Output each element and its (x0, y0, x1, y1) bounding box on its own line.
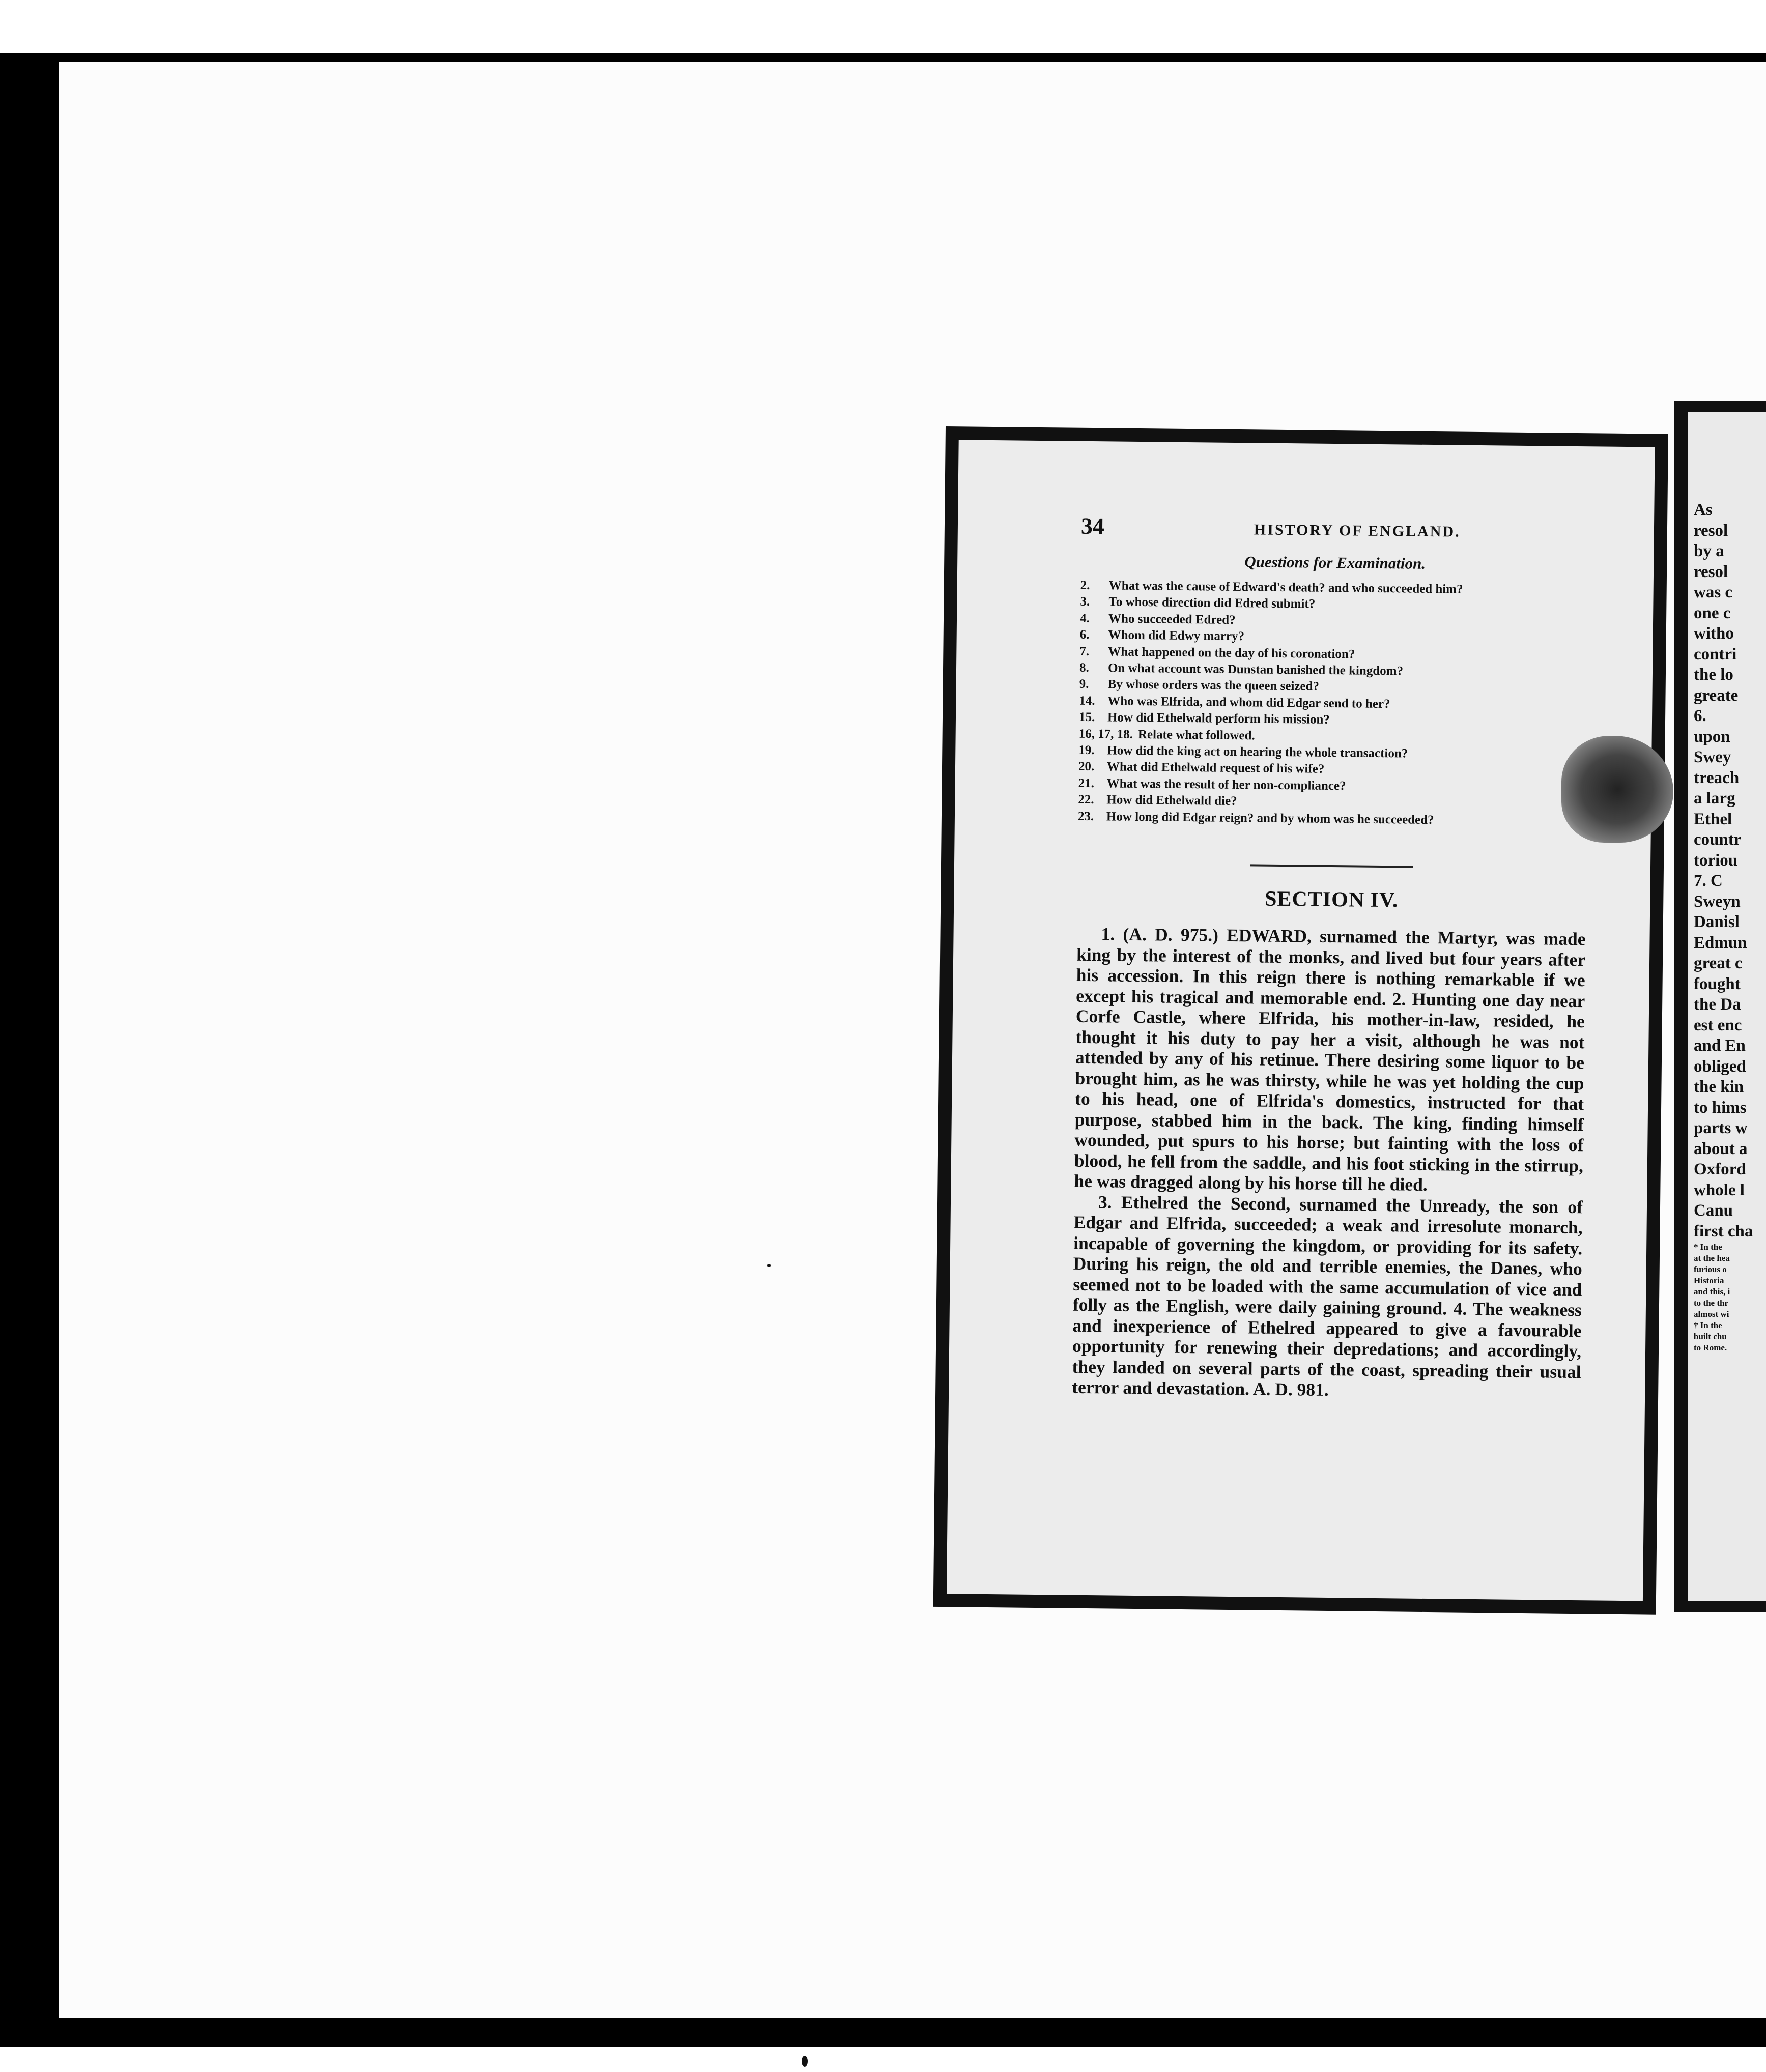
question-number: 20. (1078, 760, 1095, 774)
question-text: To whose direction did Edred submit? (1108, 595, 1316, 612)
section-divider (1250, 864, 1413, 868)
question-number: 23. (1077, 809, 1094, 823)
page-text (1072, 512, 1590, 1403)
left-page (933, 426, 1668, 1615)
facing-line: whole l (1694, 1181, 1745, 1199)
facing-page-fragment (1674, 401, 1766, 1612)
facing-line: Danisl (1694, 913, 1740, 931)
facing-footnote-line: to the thr (1694, 1298, 1728, 1308)
scan-top-margin (0, 0, 1766, 53)
facing-line: to hims (1694, 1098, 1747, 1117)
question-number: 7. (1079, 644, 1090, 658)
questions-heading: Questions for Examination. (1244, 553, 1426, 572)
facing-line: the kin (1694, 1078, 1744, 1096)
facing-line: and En (1694, 1037, 1746, 1055)
facing-footnote-line: and this, i (1694, 1287, 1730, 1297)
question-text: How did the king act on hearing the whole transaction? (1107, 743, 1408, 761)
question-text: How did Ethelwald die? (1106, 793, 1237, 809)
question-text: What was the cause of Edward's death? and who succeeded him? (1108, 579, 1463, 596)
page-number: 34 (1080, 512, 1105, 539)
facing-line: Ethel (1694, 810, 1732, 828)
question-number: 2. (1080, 578, 1090, 592)
question-text: What happened on the day of his coronation? (1108, 644, 1355, 661)
facing-line: fought (1694, 974, 1741, 993)
question-number: 14. (1079, 694, 1095, 708)
question-text: How did Ethelwald perform his mission? (1107, 710, 1330, 727)
question-number: 19. (1078, 743, 1095, 758)
facing-line: treach (1694, 768, 1740, 787)
facing-line: toriou (1694, 851, 1738, 870)
dust-speck (802, 2056, 808, 2067)
question-text: By whose orders was the queen seized? (1107, 677, 1320, 694)
question-number: 16, 17, 18. (1078, 727, 1133, 741)
facing-line: witho (1694, 624, 1734, 643)
facing-line: the Da (1694, 995, 1741, 1014)
open-book (946, 426, 1766, 1607)
facing-line: countr (1694, 830, 1742, 849)
facing-line: resol (1694, 562, 1728, 581)
facing-line: about a (1694, 1139, 1748, 1158)
question-text: Whom did Edwy marry? (1108, 628, 1245, 644)
section-paragraph: 3. Ethelred the Second, surnamed the Unready, the son of Edgar and Elfrida, succeeded; a weak and irresolute monarch, incapable of governing the kingdom, or providing for its safety. During his reign, the old and terrible enemies, the Danes, who seemed not to be loaded with the same accumulation of vice and folly as the English, were daily gaining ground. 4. The weakness and inexperience of Ethelred appeared to give a favourable opportunity for renewing their depredations; and accordingly, they landed on several parts of the coast, spreading their usual terror and devastation. A. D. 981. (1072, 1191, 1583, 1400)
question-text: What did Ethelwald request of his wife? (1106, 760, 1325, 776)
question-number: 8. (1079, 660, 1089, 675)
facing-footnote-line: to Rome. (1694, 1343, 1727, 1352)
facing-footnote-line: furious o (1694, 1264, 1727, 1274)
facing-line: obliged (1694, 1057, 1746, 1076)
facing-line: 6. (1694, 707, 1706, 725)
facing-line: 7. C (1694, 872, 1723, 890)
facing-line: a larg (1694, 789, 1735, 808)
facing-footnote-line: almost wi (1694, 1309, 1729, 1319)
facing-line: upon (1694, 727, 1730, 746)
facing-line: great c (1694, 954, 1743, 972)
facing-footnote-line: at the hea (1694, 1253, 1730, 1263)
section-heading: SECTION IV. (1264, 887, 1399, 912)
question-number: 3. (1080, 595, 1090, 609)
question-number: 21. (1078, 776, 1095, 790)
facing-footnote-line: † In the (1694, 1320, 1722, 1330)
facing-footnote-line: * In the (1694, 1242, 1722, 1252)
facing-line: As (1694, 501, 1713, 519)
facing-line: Swey (1694, 748, 1731, 766)
question-number: 22. (1078, 793, 1094, 807)
running-title: HISTORY OF ENGLAND. (1254, 521, 1461, 540)
facing-line: parts w (1694, 1119, 1748, 1137)
facing-line: contri (1694, 645, 1737, 664)
facing-line: Edmun (1694, 933, 1747, 952)
question-text: Who was Elfrida, and whom did Edgar send to her? (1107, 694, 1390, 711)
facing-line: Canu (1694, 1201, 1733, 1220)
question-text: Relate what followed. (1137, 727, 1255, 743)
facing-line: was c (1694, 583, 1733, 601)
question-text: How long did Edgar reign? and by whom was he succeeded? (1106, 810, 1434, 827)
facing-line: first cha (1694, 1222, 1753, 1241)
question-text: Who succeeded Edred? (1108, 612, 1236, 627)
facing-line: one c (1694, 603, 1731, 622)
dust-speck (767, 1264, 771, 1267)
facing-line: greate (1694, 686, 1739, 705)
facing-line: Oxford (1694, 1160, 1746, 1178)
question-number: 15. (1078, 710, 1095, 725)
facing-line: resol (1694, 521, 1728, 540)
facing-line: Sweyn (1694, 892, 1741, 911)
running-head (1081, 512, 1590, 548)
questions-list (1078, 578, 1589, 830)
facing-line: by a (1694, 542, 1724, 560)
facing-page-lines (1694, 500, 1753, 1242)
section-paragraph: 1. (A. D. 975.) EDWARD, surnamed the Martyr, was made king by the interest of the monks, and lived but four years after his accession. In this reign there is nothing remarkable if we except his tragical and memorable end. 2. Hunting one day near Corfe Castle, where Elfrida, his mother-in-law, resided, he thought it his duty to pay her a visit, although he was not attended by any of his retinue. There desiring some liquor to be brought him, as he was thirsty, while he was yet holding the cup to his head, one of Elfrida's domestics, instructed for that purpose, stabbed him in the back. The king, finding himself wounded, put spurs to his horse; but fainting with the loss of blood, he fell from the saddle, and his foot sticking in the stirrup, he was dragged along by his horse till he died. (1074, 924, 1586, 1195)
scan-bottom-margin (0, 2047, 1766, 2072)
question-number: 4. (1079, 611, 1090, 625)
question-text: On what account was Dunstan banished the kingdom? (1107, 661, 1404, 678)
facing-page-footnotes (1694, 1242, 1730, 1354)
question-text: What was the result of her non-compliance? (1106, 776, 1346, 793)
facing-line: est enc (1694, 1016, 1742, 1034)
question-number: 9. (1079, 677, 1089, 692)
question-number: 6. (1079, 628, 1090, 642)
facing-line: the lo (1694, 666, 1733, 684)
facing-footnote-line: Historia (1694, 1276, 1724, 1285)
facing-footnote-line: built chu (1694, 1332, 1727, 1341)
